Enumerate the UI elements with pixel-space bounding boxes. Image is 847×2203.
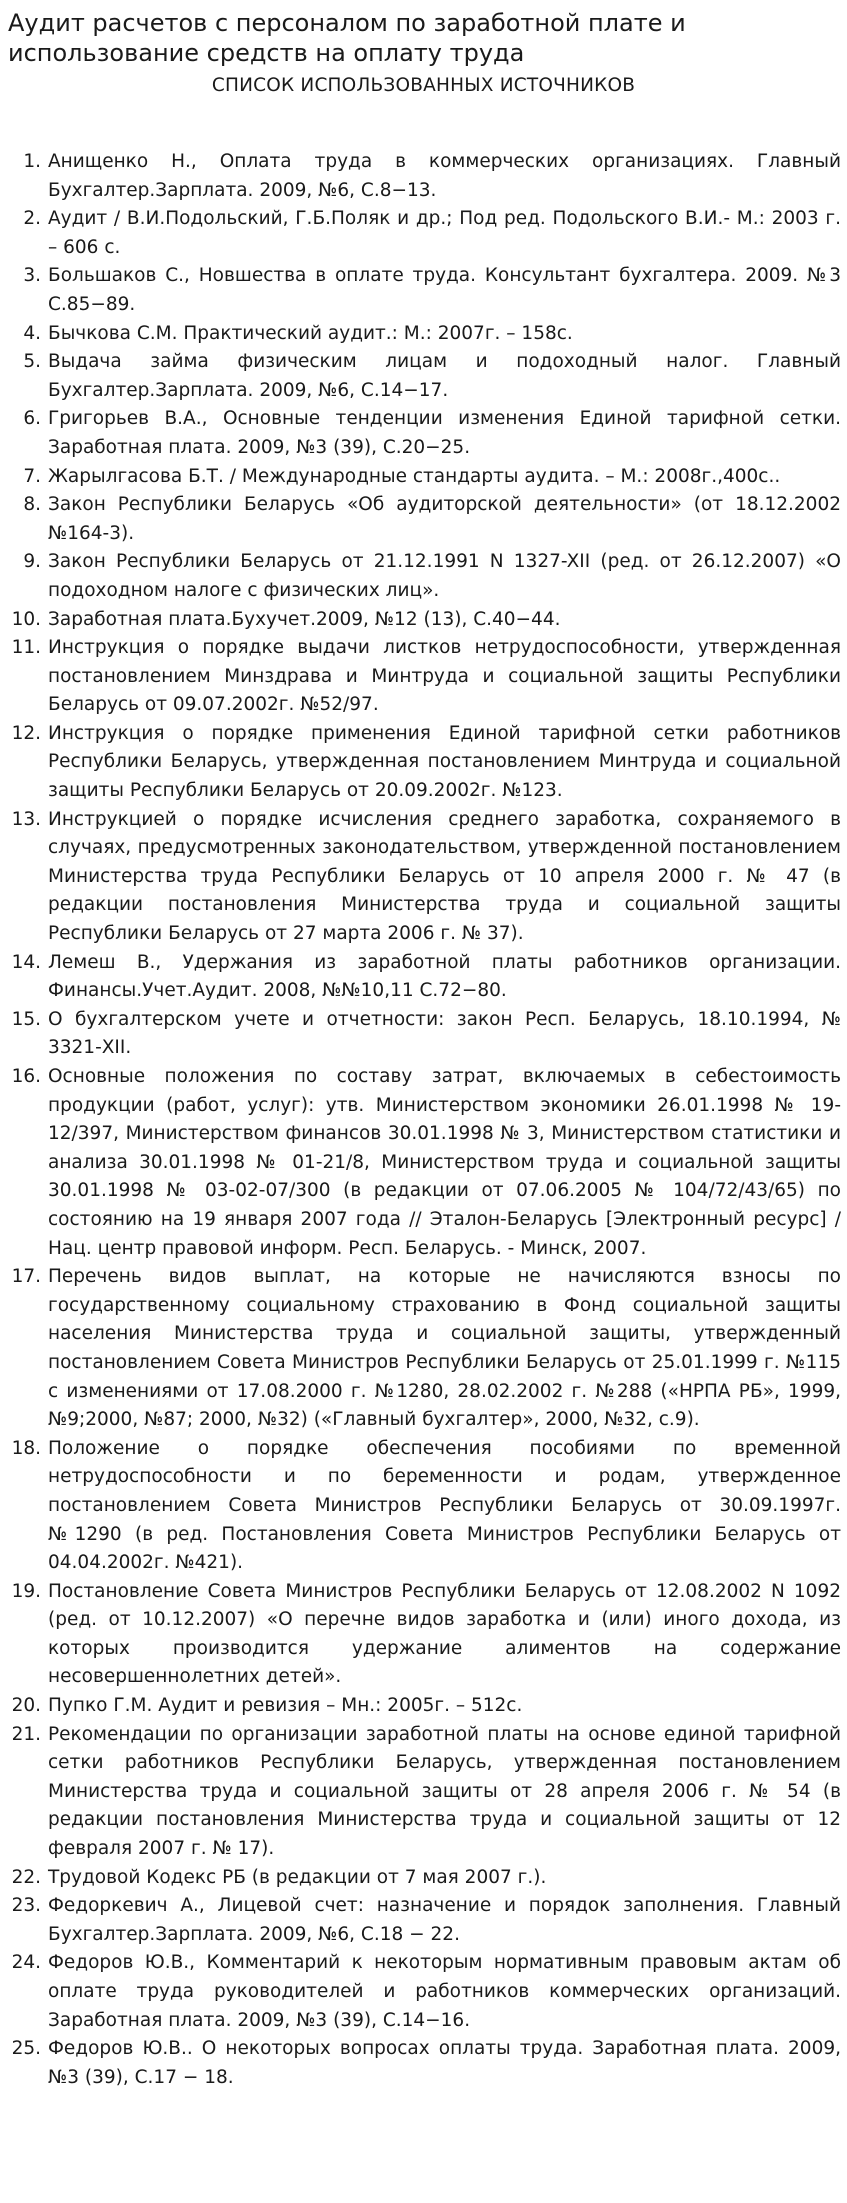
reference-text: Заработная плата.Бухучет.2009, №12 (13), С.40−44. — [48, 608, 561, 630]
reference-number: 7. — [23, 465, 41, 487]
reference-item-3 — [0, 262, 847, 319]
reference-item-11 — [0, 634, 847, 720]
reference-text: Закон Республики Беларусь «Об аудиторской деятельности» (от 18.12.2002 №164-3). — [48, 494, 841, 544]
reference-text: Инструкция о порядке применения Единой тарифной сетки работников Республики Беларусь, утвержденная постановлением Минтруда и социальной защиты Республики Беларусь от 20.09.2002г. №123. — [48, 722, 841, 802]
reference-text: Постановление Совета Министров Республики Беларусь от 12.08.2002 N 1092 (ред. от 10.12.2007) «О перечне видов заработка и (или) иного дохода, из которых производится удержание алиментов на содержание несовершеннолетних детей». — [48, 1580, 841, 1688]
reference-item-4 — [0, 320, 847, 349]
reference-number: 25. — [11, 2038, 41, 2060]
reference-number: 22. — [11, 1866, 41, 1888]
reference-text: Жарылгасова Б.Т. / Международные стандарты аудита. – М.: 2008г.,400с.. — [48, 465, 781, 487]
reference-text: Федоров Ю.В.. О некоторых вопросах оплаты труда. Заработная плата. 2009, №3 (39), С.17 − 18. — [48, 2038, 841, 2088]
reference-item-19 — [0, 1578, 847, 1692]
reference-item-17 — [0, 1263, 847, 1435]
reference-text: О бухгалтерском учете и отчетности: закон Респ. Беларусь, 18.10.1994, № 3321-XII. — [48, 1008, 841, 1059]
reference-number: 19. — [11, 1580, 41, 1602]
reference-item-5 — [0, 348, 847, 405]
reference-item-16 — [0, 1063, 847, 1263]
reference-text: Аудит / В.И.Подольский, Г.Б.Поляк и др.; Под ред. Подольского В.И.- М.: 2003 г. – 606 с. — [48, 208, 841, 258]
reference-number: 23. — [11, 1895, 41, 1917]
reference-number: 8. — [23, 494, 41, 516]
reference-text: Трудовой Кодекс РБ (в редакции от 7 мая 2007 г.). — [48, 1866, 547, 1888]
reference-text: Лемеш В., Удержания из заработной платы работников организации. Финансы.Учет.Аудит. 2008, №№10,11 С.72−80. — [48, 951, 841, 1002]
reference-number: 13. — [11, 808, 41, 830]
sources-heading: СПИСОК ИСПОЛЬЗОВАННЫХ ИСТОЧНИКОВ — [211, 75, 636, 96]
reference-number: 9. — [23, 551, 41, 573]
reference-number: 11. — [11, 637, 41, 659]
reference-number: 10. — [11, 608, 41, 630]
reference-number: 2. — [23, 208, 41, 230]
reference-text: Бычкова С.М. Практический аудит.: М.: 2007г. – 158с. — [48, 322, 573, 344]
reference-text: Положение о порядке обеспечения пособиями по временной нетрудоспособности и по беременности и родам, утвержденное постановлением Совета Министров Республики Беларусь от 30.09.1997г. №1290 (в ред. Постановления Совета Министров Республики Беларусь от 04.04.2002г. №421). — [48, 1437, 841, 1574]
reference-text: Федоров Ю.В., Комментарий к некоторым нормативным правовым актам об оплате труда руководителей и работников коммерческих организаций. Заработная плата. 2009, №3 (39), С.14−16. — [48, 1952, 841, 2031]
reference-item-21 — [0, 1721, 847, 1864]
reference-item-10 — [0, 606, 847, 635]
reference-list — [0, 148, 847, 2092]
reference-number: 5. — [23, 351, 41, 373]
reference-number: 3. — [23, 265, 41, 287]
reference-text: Инструкция о порядке выдачи листков нетрудоспособности, утвержденная постановлением Минздрава и Минтруда и социальной защиты Республики Беларусь от 09.07.2002г. №52/97. — [48, 637, 841, 716]
reference-number: 4. — [23, 322, 41, 344]
reference-item-8 — [0, 491, 847, 548]
reference-number: 16. — [11, 1066, 41, 1087]
reference-number: 21. — [11, 1723, 41, 1745]
reference-number: 20. — [11, 1695, 41, 1717]
reference-number: 1. — [23, 151, 41, 172]
reference-text: Федоркевич А., Лицевой счет: назначение и порядок заполнения. Главный Бухгалтер.Зарплата. 2009, №6, С.18 − 22. — [48, 1895, 841, 1945]
document-title: Аудит расчетов с персоналом по заработной плате и использование средств на оплату труда — [8, 9, 686, 67]
reference-number: 18. — [11, 1437, 41, 1459]
reference-item-7 — [0, 463, 847, 492]
reference-item-12 — [0, 720, 847, 806]
reference-number: 15. — [11, 1008, 41, 1030]
reference-number: 6. — [23, 408, 41, 430]
reference-item-23 — [0, 1892, 847, 1949]
reference-item-22 — [0, 1864, 847, 1893]
reference-number: 24. — [11, 1952, 41, 1974]
reference-item-14 — [0, 949, 847, 1006]
reference-text: Большаков С., Новшества в оплате труда. Консультант бухгалтера. 2009. №3 С.85−89. — [48, 265, 841, 315]
reference-item-1 — [0, 148, 847, 205]
reference-item-13 — [0, 806, 847, 949]
reference-item-15 — [0, 1006, 847, 1063]
reference-text: Выдача займа физическим лицам и подоходный налог. Главный Бухгалтер.Зарплата. 2009, №6, С.14−17. — [48, 351, 841, 401]
reference-item-2 — [0, 205, 847, 262]
reference-item-25 — [0, 2035, 847, 2092]
reference-item-18 — [0, 1435, 847, 1578]
reference-number: 14. — [11, 951, 41, 973]
reference-item-24 — [0, 1949, 847, 2035]
reference-item-9 — [0, 548, 847, 605]
reference-text: Перечень видов выплат, на которые не начисляются взносы по государственному социальному страхованию в Фонд социальной защиты населения Министерства труда и социальной защиты, утвержденный постановлением Совета Министров Республики Беларусь от 25.01.1999 г. №115 с изменениями от 17.08.2000 г. №1280, 28.02.2002 г. №288 («НРПА РБ», 1999, №9;2000, №87; 2000, №32) («Главный бухгалтер», 2000, №32, с.9). — [48, 1266, 841, 1431]
reference-text: Григорьев В.А., Основные тенденции изменения Единой тарифной сетки. Заработная плата. 2009, №3 (39), С.20−25. — [48, 408, 841, 458]
reference-text: Рекомендации по организации заработной платы на основе единой тарифной сетки работников Республики Беларусь, утвержденная постановлением Министерства труда и социальной защиты от 28 апреля 2006 г. № 54 (в редакции постановления Министерства труда и социальной защиты от 12 февраля 2007 г. № 17). — [48, 1723, 841, 1860]
reference-number: 12. — [11, 722, 41, 744]
reference-item-6 — [0, 405, 847, 462]
reference-text: Анищенко Н., Оплата труда в коммерческих организациях. Главный Бухгалтер.Зарплата. 2009, №6, С.8−13. — [48, 151, 841, 201]
reference-text: Инструкцией о порядке исчисления среднего заработка, сохраняемого в случаях, предусмотренных законодательством, утвержденной постановлением Министерства труда Республики Беларусь от 10 апреля 2000 г. № 47 (в редакции постановления Министерства труда и социальной защиты Республики Беларусь от 27 марта 2006 г. № 37). — [48, 808, 841, 945]
reference-number: 17. — [11, 1266, 41, 1288]
reference-item-20 — [0, 1692, 847, 1721]
reference-text: Закон Республики Беларусь от 21.12.1991 N 1327-XII (ред. от 26.12.2007) «О подоходном налоге с физических лиц». — [48, 551, 841, 601]
reference-text: Основные положения по составу затрат, включаемых в себестоимость продукции (работ, услуг): утв. Министерством экономики 26.01.1998 № 19-12/397, Министерством финансов 30.01.1998 № 3, Министерством статистики и анализа 30.01.1998 № 01-21/8, Министерством труда и социальной защиты 30.01.1998 № 03-02-07/300 (в редакции от 07.06.2005 № 104/72/43/65) по состоянию на 19 января 2007 года // Эталон-Беларусь [Электронный ресурс] / Нац. центр правовой информ. Респ. Беларусь. - Минск, 2007. — [48, 1066, 841, 1259]
reference-text: Пупко Г.М. Аудит и ревизия – Мн.: 2005г. – 512с. — [48, 1695, 523, 1717]
